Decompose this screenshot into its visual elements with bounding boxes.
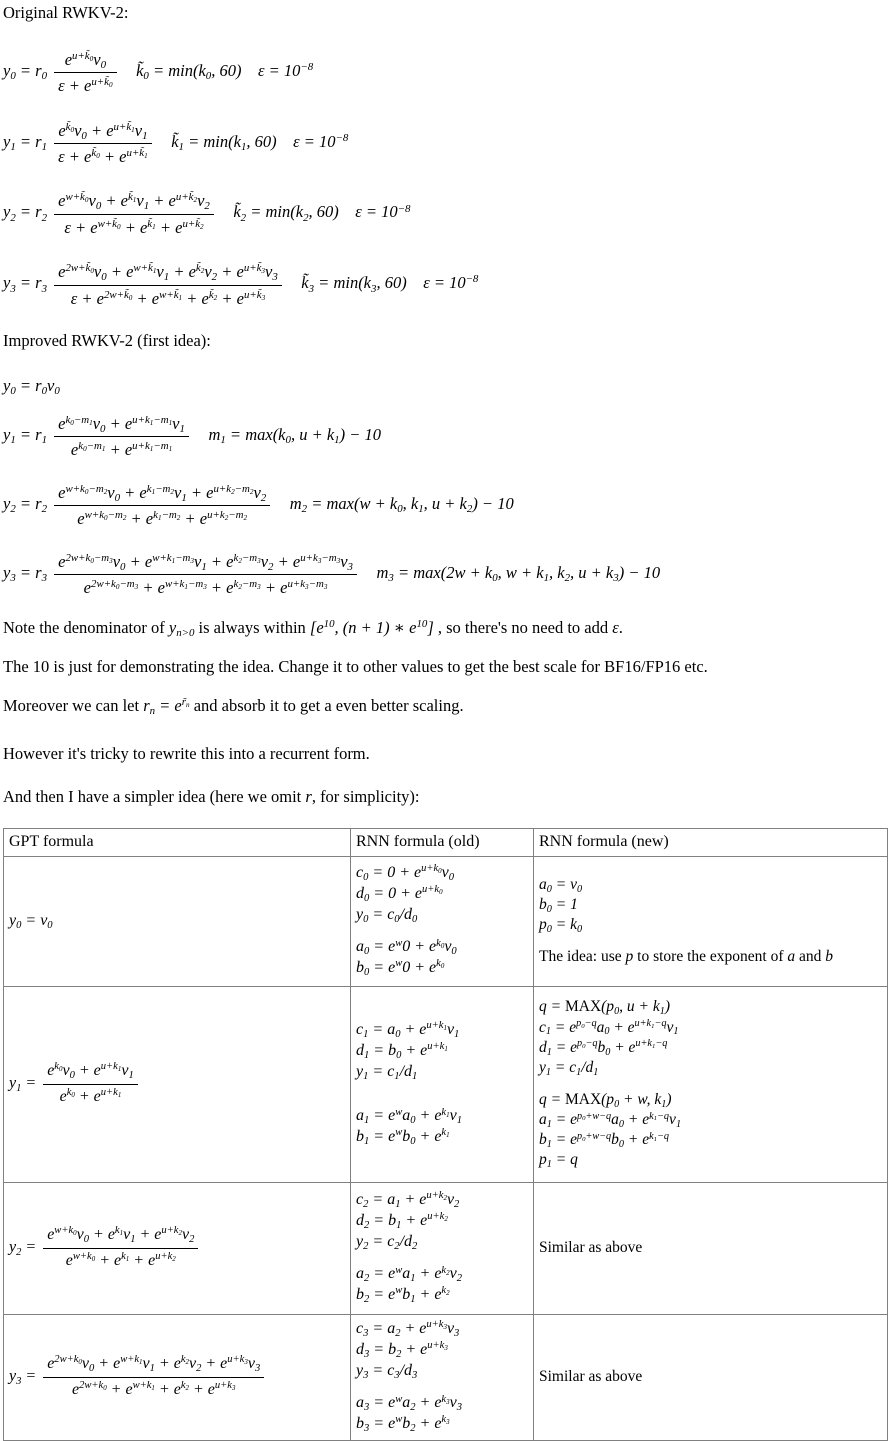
note-tricky-recurrent: However it's tricky to rewrite this into a recurrent form. [3,744,370,764]
formula-line: $b_1 = e^wb_0 + e^{k_1}$ [356,1127,450,1148]
equation-original-y0: $y_0 = r_0$ $\frac{e^{u+k̃_0}v_0}{\varepsilon + e^{u+k̃_0}}$ $k̃_0 = \min(k_0$, 60) $\varepsilon = 10^{-8}$ [3,49,314,96]
cell-gpt-y0: $y_0 = v_0$ [4,856,351,986]
formula-line: Similar as above [539,1367,643,1385]
table-row-y3 [4,1314,888,1440]
formula-line: $y_1 = c_1/d_1$ [539,1058,599,1078]
cell-rnn-old-y3 [351,1314,534,1440]
equation-original-y3: $y_3 = r_3$ $\frac{e^{2w+k̃_0}v_0 + e^{w+k̃_1}v_1 + e^{k̃_2}v_2 + e^{u+k̃_3}v_3}{\varepsilon + e^{2w+k̃_0} + e^{w+k̃_1} + e^{k̃_2} + e^{u+k̃_3}}$ $k̃_3 = \min(k_3$, 60) $\varepsilon = 10^{-8}$ [3,262,479,308]
formula-line [539,1078,882,1090]
formula-line: $q = MAX(p_0 + w$, $k_1$) [539,1091,672,1110]
formula-line: The idea: use p to store the exponent of a and b [539,948,834,966]
formula-line: $c_2 = a_1 + e^{u+k_2}v_2$ [356,1190,460,1210]
formula-line [356,1094,528,1106]
formula-line [539,935,882,947]
equation-improved-y2: $y_2 = r_2$ $\frac{e^{w+k_0-m_2}v_0 + e^{k_1-m_2}v_1 + e^{u+k_2-m_2}v_2}{e^{w+k_0-m_2} + e^{k_1-m_2} + e^{u+k_2-m_2}}$ $m_2 = \max(w + k_0$, $k_1$, $u + k_2) - 10$ [3,482,514,529]
formula-table [3,828,888,1441]
note-scale-choice: The 10 is just for demonstrating the idea. Change it to other values to get the best scale for BF16/FP16 etc. [3,657,708,676]
formula-line: $c_3 = a_2 + e^{u+k_3}v_3$ [356,1319,460,1339]
formula-line: $b_1 = e^{p_0+w-q}b_0 + e^{k_1-q}$ [539,1130,670,1151]
cell-rnn-new-y2 [534,1182,888,1314]
table-row-y0 [4,856,888,986]
formula-line: $b_2 = e^wb_1 + e^{k_2}$ [356,1285,450,1306]
formula-line: $a_0 = v_0$ [539,875,583,895]
formula-line [356,925,528,937]
table-header-rnn-new: RNN formula (new) [534,828,888,856]
equation-improved-y3: $y_3 = r_3$ $\frac{e^{2w+k_0-m_3}v_0 + e^{w+k_1-m_3}v_1 + e^{k_2-m_3}v_2 + e^{u+k_3-m_3}v_3}{e^{2w+k_0-m_3} + e^{w+k_1-m_3} + e^{k_2-m_3} + e^{u+k_3-m_3}}$ $m_3 = \max(2w + k_0$, $w + k_1$, $k_2$, $u + k_3) - 10$ [3,551,661,597]
note-absorb-r: Moreover we can let $r_n = e^{r̃_n}$ and absorb it to get a even better scaling. [3,695,464,717]
table-row-y1 [4,986,888,1182]
formula-line: $a_2 = e^wa_1 + e^{k_2}v_2$ [356,1264,462,1285]
formula-line [356,1082,528,1094]
cell-gpt-y2: $y_2$ = $\frac{e^{w+k_0}v_0 + e^{k_1}v_1 + e^{u+k_2}v_2}{e^{w+k_0} + e^{k_1} + e^{u+k_2}}$ [4,1182,351,1314]
cell-rnn-new-y0 [534,856,888,986]
formula-line: $p_0 = k_0$ [539,916,583,935]
cell-rnn-new-y3 [534,1314,888,1440]
formula-line: $a_1 = e^{p_0+w-q}a_0 + e^{k_1-q}v_1$ [539,1110,682,1130]
table-header-gpt-formula: GPT formula [4,828,351,856]
equation-improved-y0: $y_0 = r_0v_0$ [3,375,60,397]
formula-line: $q = MAX(p_0$, $u + k_1$) [539,998,671,1018]
equation-improved-y1: $y_1 = r_1$ $\frac{e^{k_0-m_1}v_0 + e^{u+k_1-m_1}v_1}{e^{k_0-m_1} + e^{u+k_1-m_1}}$ $m_1 = \max(k_0$, $u + k_1) - 10$ [3,413,381,460]
note-simpler-idea: And then I have a simpler idea (here we omit r, for simplicity): [3,786,420,806]
formula-line: $b_3 = e^wb_2 + e^{k_3}$ [356,1414,450,1435]
cell-rnn-new-y1 [534,986,888,1182]
formula-line: $p_1 = q$ [539,1151,578,1171]
cell-rnn-old-y0 [351,856,534,986]
equation-original-y2: $y_2 = r_2$ $\frac{e^{w+k̃_0}v_0 + e^{k̃_1}v_1 + e^{u+k̃_2}v_2}{\varepsilon + e^{w+k̃_0} + e^{k̃_1} + e^{u+k̃_2}}$ $k̃_2 = \min(k_2$, 60) $\varepsilon = 10^{-8}$ [3,191,411,237]
formula-line: $y_0 = c_0/d_0$ [356,905,418,925]
formula-line: $c_0 = 0 + e^{u+k_0}v_0$ [356,863,455,883]
section-title-original: Original RWKV-2: [3,3,129,22]
formula-line: $a_3 = e^wa_2 + e^{k_3}v_3$ [356,1393,462,1414]
formula-line: $c_1 = e^{p_0-q}a_0 + e^{u+k_1-q}v_1$ [539,1017,679,1038]
formula-line [356,1381,528,1393]
formula-line: $a_1 = e^wa_0 + e^{k_1}v_1$ [356,1106,462,1127]
formula-line: $y_1 = c_1/d_1$ [356,1062,418,1082]
note-denominator: Note the denominator of $y_{n>0}$ is always within [$e^{10}$, (n + 1) ∗ $e^{10}$] , so there's no need to add ε. [3,618,623,640]
formula-line: $d_1 = e^{p_0-q}b_0 + e^{u+k_1-q}$ [539,1038,668,1058]
cell-rnn-old-y2 [351,1182,534,1314]
table-row-y2 [4,1182,888,1314]
formula-line: $y_3 = c_3/d_3$ [356,1361,418,1381]
formula-line: $d_1 = b_0 + e^{u+k_1}$ [356,1041,448,1061]
formula-line: $a_0 = e^w0 + e^{k_0}v_0$ [356,937,457,958]
formula-line: $b_0 = 1$ [539,895,578,915]
formula-line: $c_1 = a_0 + e^{u+k_1}v_1$ [356,1020,460,1040]
formula-line: Similar as above [539,1238,643,1256]
formula-line: $d_3 = b_2 + e^{u+k_3}$ [356,1340,448,1360]
equation-original-y1: $y_1 = r_1$ $\frac{e^{k̃_0}v_0 + e^{u+k̃_1}v_1}{\varepsilon + e^{k̃_0} + e^{u+k̃_1}}$ $k̃_1 = \min(k_1$, 60) $\varepsilon = 10^{-8}$ [3,120,349,166]
cell-rnn-old-y1 [351,986,534,1182]
table-header-rnn-old: RNN formula (old) [351,828,534,856]
formula-line: $b_0 = e^w0 + e^{k_0}$ [356,958,445,979]
formula-line: $d_0 = 0 + e^{u+k_0}$ [356,884,443,904]
formula-line [356,1252,528,1264]
table-header-row [4,828,888,856]
section-title-improved: Improved RWKV-2 (first idea): [3,331,211,351]
cell-gpt-y1: $y_1$ = $\frac{e^{k_0}v_0 + e^{u+k_1}v_1}{e^{k_0} + e^{u+k_1}}$ [4,986,351,1182]
cell-gpt-y3: $y_3$ = $\frac{e^{2w+k_0}v_0 + e^{w+k_1}v_1 + e^{k_2}v_2 + e^{u+k_3}v_3}{e^{2w+k_0} + e^{w+k_1} + e^{k_2} + e^{u+k_3}}$ [4,1314,351,1440]
formula-line: $y_2 = c_2/d_2$ [356,1232,418,1252]
formula-line: $d_2 = b_1 + e^{u+k_2}$ [356,1211,448,1231]
